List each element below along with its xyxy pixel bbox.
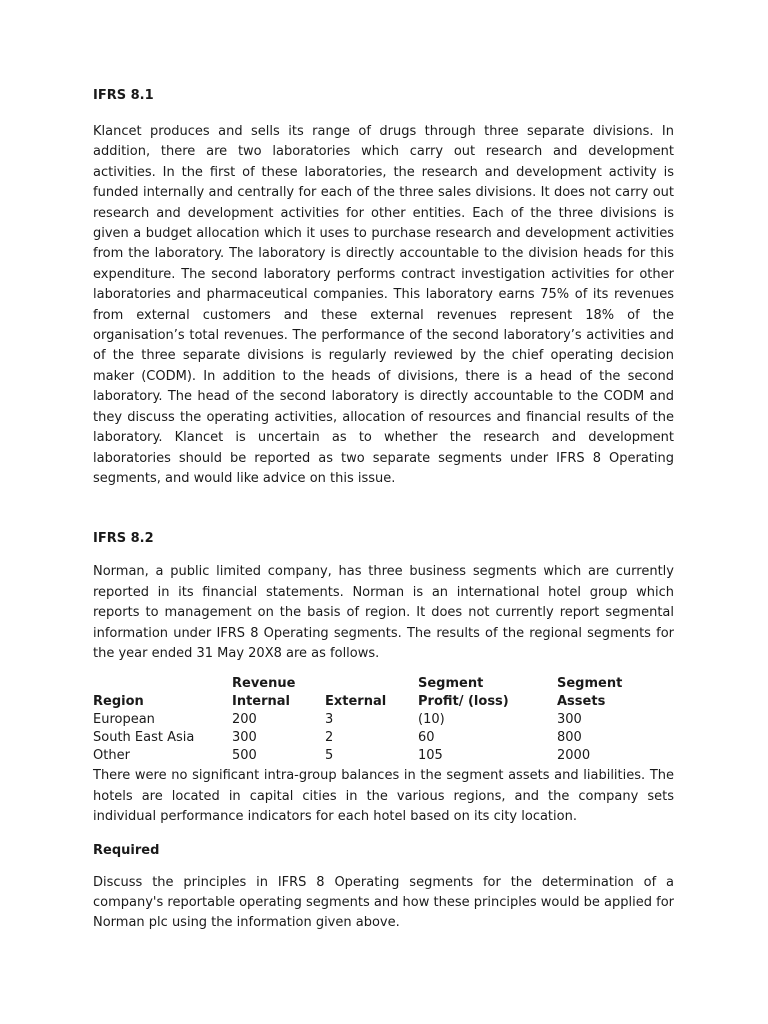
header-assets: Assets: [557, 694, 606, 710]
header-segment-profit: [418, 675, 557, 711]
cell-profit: 60: [418, 730, 435, 746]
cell-assets: 2000: [557, 748, 591, 764]
cell-internal: 500: [232, 748, 257, 764]
cell-external: 3: [325, 712, 334, 728]
cell-internal: 200: [232, 712, 257, 728]
section-1-title: IFRS 8.1: [93, 88, 154, 103]
header-revenue-internal: [232, 675, 325, 711]
required-body: Discuss the principles in IFRS 8 Operating segments for the determination of a company's reportable operating segments and how these principles would be applied for Norman plc using the information given above.: [93, 874, 674, 931]
cell-region: Other: [93, 748, 130, 764]
table-row: [93, 711, 674, 729]
section-2-after-table: There were no significant intra-group balances in the segment assets and liabilities. The hotels are located in capital cities in the various regions, and the company sets individual performance indicators for each hotel based on its city location.: [93, 768, 674, 825]
section-1-body: Klancet produces and sells its range of drugs through three separate divisions. In addition, there are two laboratories which carry out research and development activities. In the first of these laboratories, the research and development activity is funded internally and centrally for each of the three sales divisions. It does not carry out research and development activities for other entities. Each of the three divisions is given a budget allocation which it uses to purchase research and development activities from the laboratory. The laboratory is directly accountable to the division heads for this expenditure. The second laboratory performs contract investigation activities for other laboratories and pharmaceutical companies. This laboratory earns 75% of its revenues from external customers and these external revenues represent 18% of the organisation’s total revenues. The performance of the second laboratory’s activities and of the three separate divisions is regularly reviewed by the chief operating decision maker (CODM). In addition to the heads of divisions, there is a head of the second laboratory. The head of the second laboratory is directly accountable to the CODM and they discuss the operating activities, allocation of resources and financial results of the laboratory. Klancet is uncertain as to whether the research and development laboratories should be reported as two separate segments under IFRS 8 Operating segments, and would like advice on this issue.: [93, 124, 674, 486]
header-revenue: Revenue: [232, 676, 296, 692]
table-row: [93, 747, 674, 765]
header-profit: Profit/ (loss): [418, 694, 509, 710]
cell-region: European: [93, 712, 155, 728]
cell-profit: (10): [418, 712, 445, 728]
header-segment-2: Segment: [557, 676, 623, 692]
cell-assets: 300: [557, 712, 582, 728]
section-2-intro: Norman, a public limited company, has three business segments which are currently reported in its financial statements. Norman is an international hotel group which reports to management on the basis of region. It does not currently report segmental information under IFRS 8 Operating segments. The results of the regional segments for the year ended 31 May 20X8 are as follows.: [93, 564, 674, 661]
cell-region: South East Asia: [93, 730, 195, 746]
document-page: [93, 86, 674, 934]
header-external: External: [325, 694, 387, 710]
header-segment-assets: [557, 675, 674, 711]
cell-assets: 800: [557, 730, 582, 746]
header-segment-1: Segment: [418, 676, 484, 692]
table-row: [93, 729, 674, 747]
header-region: Region: [93, 694, 144, 710]
section-2-title: IFRS 8.2: [93, 531, 154, 547]
required-title: Required: [93, 842, 160, 858]
cell-profit: 105: [418, 748, 443, 764]
table-header-row: [93, 675, 674, 711]
segment-results-table: [93, 675, 674, 765]
header-internal: Internal: [232, 694, 291, 710]
cell-internal: 300: [232, 730, 257, 746]
cell-external: 2: [325, 730, 334, 746]
cell-external: 5: [325, 748, 334, 764]
